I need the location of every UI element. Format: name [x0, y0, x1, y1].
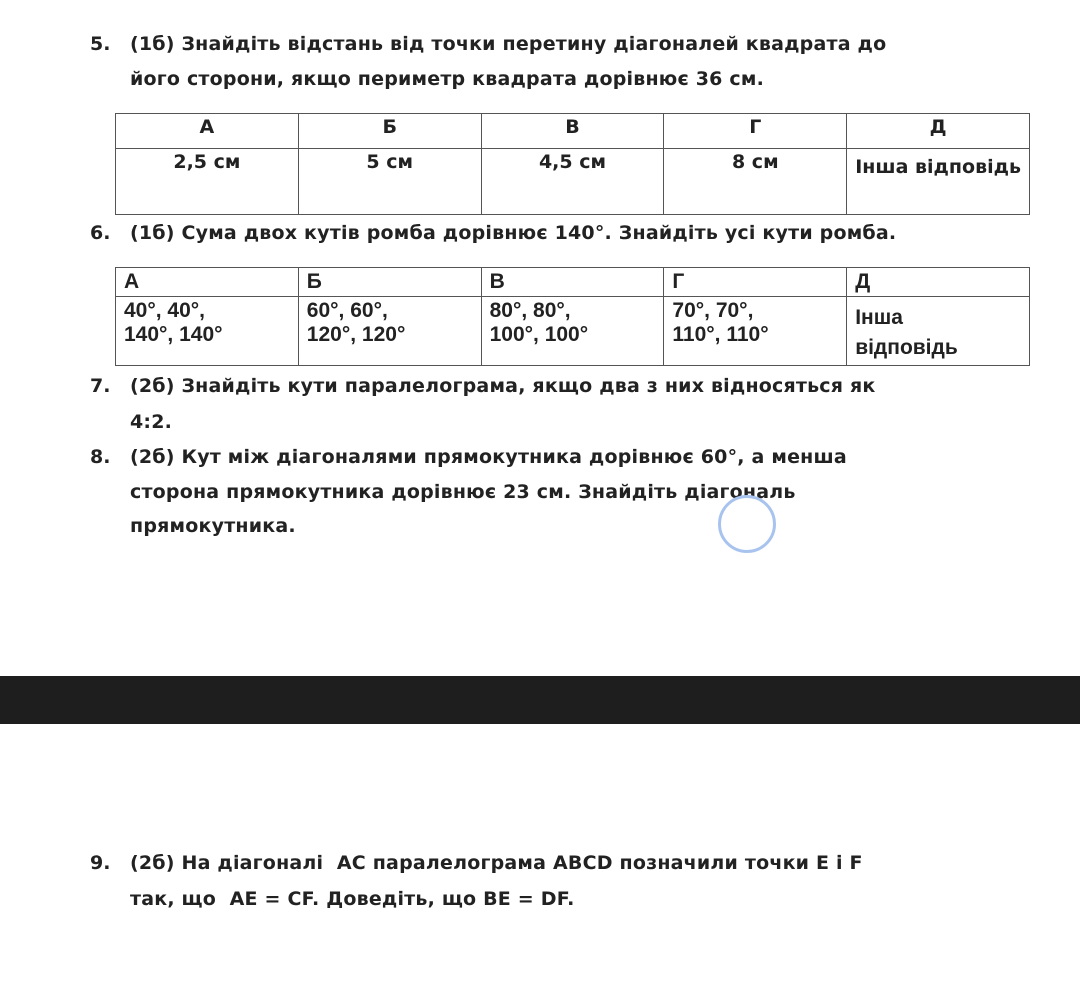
question-number: 9. [90, 852, 111, 874]
answer-table-q5 [115, 113, 1030, 215]
option-header: В [481, 268, 664, 297]
option-answer: 40°, 40°, 140°, 140° [116, 297, 299, 366]
option-header: А [116, 114, 299, 149]
answer-table-q6 [115, 267, 1030, 366]
question-9-text: (2б) На діагоналі АС паралелограма ABCD позначили точки Е і F [130, 852, 863, 874]
option-answer: 8 см [664, 149, 847, 215]
question-8-text: (2б) Кут між діагоналями прямокутника дорівнює 60°, а менша [130, 446, 847, 468]
option-answer: Інша відповідь [847, 149, 1030, 215]
option-header: В [481, 114, 664, 149]
option-answer: 4,5 см [481, 149, 664, 215]
question-number: 5. [90, 33, 111, 55]
option-answer: 2,5 см [116, 149, 299, 215]
option-answer: 80°, 80°, 100°, 100° [481, 297, 664, 366]
option-header: Д [847, 268, 1030, 297]
option-header: Д [847, 114, 1030, 149]
option-header: Б [298, 268, 481, 297]
option-answer: Інша відповідь [847, 297, 1030, 366]
question-number: 6. [90, 222, 111, 244]
option-answer: 5 см [298, 149, 481, 215]
option-header: А [116, 268, 299, 297]
question-6-text: (1б) Сума двох кутів ромба дорівнює 140°. Знайдіть усі кути ромба. [130, 222, 897, 244]
option-answer: 60°, 60°, 120°, 120° [298, 297, 481, 366]
option-header: Б [298, 114, 481, 149]
option-header: Г [664, 268, 847, 297]
question-9-text: так, що AE = CF. Доведіть, що BE = DF. [130, 888, 575, 910]
question-number: 8. [90, 446, 111, 468]
question-8-text: прямокутника. [130, 515, 296, 537]
question-5-text: (1б) Знайдіть відстань від точки перетину діагоналей квадрата до [130, 33, 887, 55]
question-7-text: 4:2. [130, 411, 173, 433]
touch-indicator [718, 495, 776, 553]
question-7-text: (2б) Знайдіть кути паралелограма, якщо два з них відносяться як [130, 375, 876, 397]
question-8-text: сторона прямокутника дорівнює 23 см. Знайдіть діагональ [130, 481, 796, 503]
question-number: 7. [90, 375, 111, 397]
question-5-text: його сторони, якщо периметр квадрата дорівнює 36 см. [130, 68, 764, 90]
option-header: Г [664, 114, 847, 149]
option-answer: 70°, 70°, 110°, 110° [664, 297, 847, 366]
page-separator [0, 676, 1080, 724]
